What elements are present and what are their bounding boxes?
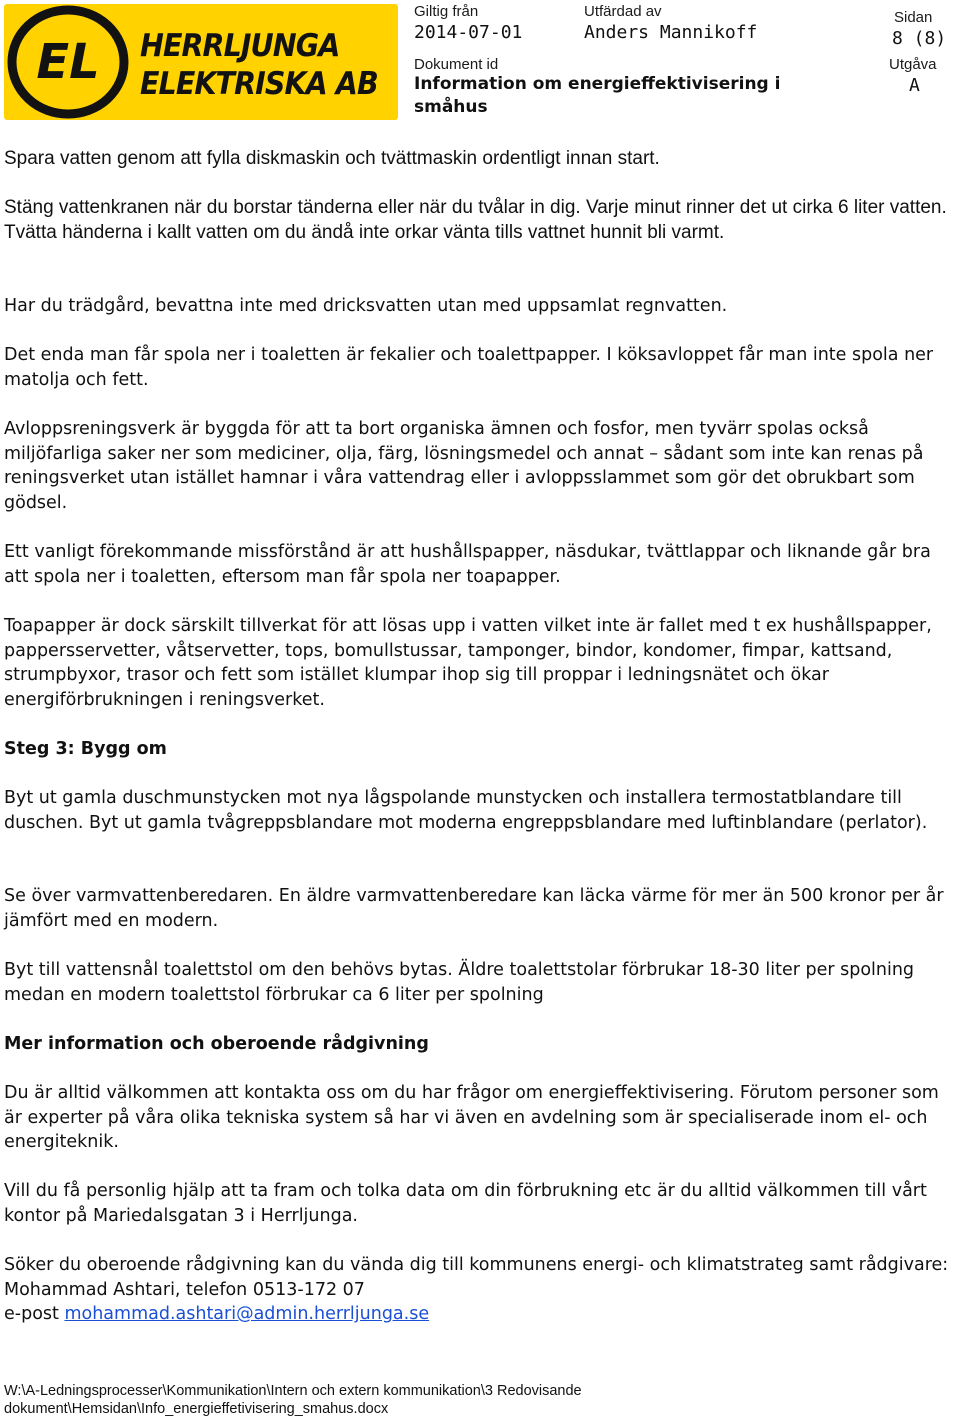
valid-from-label: Giltig från xyxy=(414,3,479,20)
paragraph-misconception: Ett vanligt förekommande missförstånd är att hushållspapper, näsdukar, tvättlappar och liknande går bra att spola ner i toaletten, eftersom man får spola ner toapapper. xyxy=(4,542,931,587)
issued-by-value: Anders Mannikoff xyxy=(584,22,758,43)
heading-more-info: Mer information och oberoende rådgivning xyxy=(4,1034,429,1054)
advisor-email-link[interactable]: mohammad.ashtari@admin.herrljunga.se xyxy=(64,1304,430,1325)
page-value: 8 (8) xyxy=(892,28,947,49)
paragraph-contact: Du är alltid välkommen att kontakta oss om du har frågor om energieffektivisering. Förutom personer som är experter på våra olika tekniska system så har vi även en avdelning som är specialiserade inom el- och energiteknik. xyxy=(4,1083,939,1153)
paragraph-toilet-seat: Byt till vattensnål toalettstol om den behövs bytas. Äldre toalettstolar förbrukar 18-30 liter per spolning medan en modern toalettstol förbrukar ca 6 liter per spolning xyxy=(4,960,915,1005)
paragraph-toilet-paper: Toapapper är dock särskilt tillverkat för att lösas upp i vatten vilket inte är fallet med t ex hushållspapper, pappersservetter, våtservetter, tops, bomullstussar, tamponger, bindor, kondomer, fimpar, kattsand, strumpbyxor, trasor och fett som istället klumpar ihop sig till proppar i ledningsnätet och ökar energiförbrukningen i reningsverket. xyxy=(4,616,932,710)
paragraph-toilet: Det enda man får spola ner i toaletten är fekalier och toalettpapper. I köksavloppet får man inte spola ner matolja och fett. xyxy=(4,345,934,390)
document-title: Information om energieffektivisering i småhus xyxy=(414,74,781,117)
paragraph-garden: Har du trädgård, bevattna inte med dricksvatten utan med uppsamlat regnvatten. xyxy=(4,296,728,316)
logo-line-2: ELEKTRISKA AB xyxy=(140,66,378,102)
edition-label: Utgåva xyxy=(889,56,937,73)
company-logo xyxy=(4,4,398,120)
valid-from-value: 2014-07-01 xyxy=(414,22,523,43)
logo-mark: EL xyxy=(36,34,100,90)
page-label: Sidan xyxy=(894,9,933,26)
issued-by-label: Utfärdad av xyxy=(584,3,662,20)
paragraph-tap-water: Stäng vattenkranen när du borstar tänderna eller när du tvålar in dig. Varje minut rinner det ut cirka 6 liter vatten. Tvätta händerna i kallt vatten om du ändå inte orkar vänta tills vattnet hunnit bli varmt. xyxy=(4,197,947,243)
paragraph-office: Vill du få personlig hjälp att ta fram och tolka data om din förbrukning etc är du alltid välkommen till vårt kontor på Mariedalsgatan 3 i Herrljunga. xyxy=(4,1181,927,1226)
paragraph-fill-machines: Spara vatten genom att fylla diskmaskin och tvättmaskin ordentligt innan start. xyxy=(4,148,660,169)
document-id-label: Dokument id xyxy=(414,56,499,73)
email-prefix: e-post xyxy=(4,1304,65,1325)
paragraph-advisor xyxy=(4,1253,959,1327)
paragraph-shower: Byt ut gamla duschmunstycken mot nya lågspolande munstycken och installera termostatblandare till duschen. Byt ut gamla tvågreppsblandare mot moderna engreppsblandare med luftinblandare (perlator). xyxy=(4,788,928,833)
document-path-footer: W:\A-Ledningsprocesser\Kommunikation\Intern och extern kommunikation\3 Redovisande dokument\Hemsidan\Info_energieffetivisering_smahus.docx xyxy=(4,1383,582,1417)
paragraph-treatment-plants: Avloppsreningsverk är byggda för att ta bort organiska ämnen och fosfor, men tyvärr spolas också miljöfarliga saker ner som mediciner, olja, färg, lösningsmedel och annat – sådant som inte kan renas på reningsverket utan istället hamnar i våra vattendrag eller i avloppsslammet som gör det obrukbart som gödsel. xyxy=(4,419,924,513)
advisor-text: Söker du oberoende rådgivning kan du vända dig till kommunens energi- och klimatstrateg samt rådgivare: Mohammad Ashtari, telefon 0513-172 07 xyxy=(4,1255,949,1300)
paragraph-water-heater: Se över varmvattenberedaren. En äldre varmvattenberedare kan läcka värme för mer än 500 kronor per år jämfört med en modern. xyxy=(4,886,944,931)
heading-step-3: Steg 3: Bygg om xyxy=(4,739,167,759)
edition-value: A xyxy=(909,75,920,96)
logo-line-1: HERRLJUNGA xyxy=(140,28,340,64)
